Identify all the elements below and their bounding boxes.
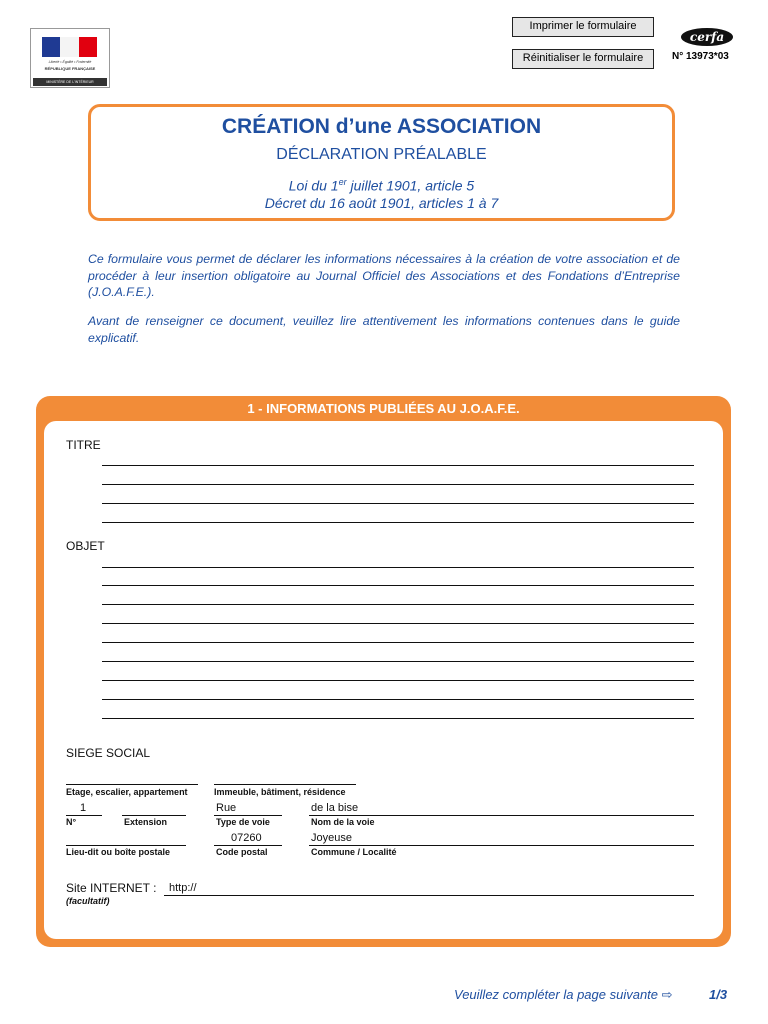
facultatif-note: (facultatif) xyxy=(66,896,110,906)
objet-field-line-5[interactable] xyxy=(102,642,694,643)
immeuble-label: Immeuble, bâtiment, résidence xyxy=(214,787,346,797)
titre-label: TITRE xyxy=(66,438,101,452)
logo-country: RÉPUBLIQUE FRANÇAISE xyxy=(44,66,96,71)
lieu-dit-field[interactable] xyxy=(66,845,186,846)
site-internet-field[interactable] xyxy=(164,895,694,896)
titre-field-line-2[interactable] xyxy=(102,484,694,485)
page-title: CRÉATION d’une ASSOCIATION xyxy=(221,115,542,138)
nom-voie-label: Nom de la voie xyxy=(311,817,375,827)
siege-social-label: SIEGE SOCIAL xyxy=(66,746,151,760)
type-voie-label: Type de voie xyxy=(216,817,270,827)
objet-field-line-8[interactable] xyxy=(102,699,694,700)
type-voie-field[interactable] xyxy=(214,815,282,816)
objet-field-line-1[interactable] xyxy=(102,567,694,568)
code-postal-label: Code postal xyxy=(216,847,268,857)
code-postal-field[interactable] xyxy=(214,845,282,846)
objet-field-line-2[interactable] xyxy=(102,585,694,586)
objet-field-line-3[interactable] xyxy=(102,604,694,605)
objet-field-line-9[interactable] xyxy=(102,718,694,719)
site-internet-label: Site INTERNET : xyxy=(66,881,157,895)
logo-motto: Liberté • Égalité • Fraternité xyxy=(48,60,92,64)
french-flag-icon xyxy=(42,37,97,57)
site-internet-value: http:// xyxy=(169,882,197,894)
page-number: 1/3 xyxy=(709,987,728,1002)
reset-form-button[interactable]: Réinitialiser le formulaire xyxy=(512,49,654,69)
page-subtitle: DÉCLARATION PRÉALABLE xyxy=(276,146,487,163)
commune-label: Commune / Localité xyxy=(311,847,397,857)
extension-field[interactable] xyxy=(122,815,186,816)
commune-field[interactable] xyxy=(309,845,694,846)
decret-reference: Décret du 16 août 1901, articles 1 à 7 xyxy=(264,195,499,211)
numero-field[interactable] xyxy=(66,815,102,816)
etage-label: Etage, escalier, appartement xyxy=(66,787,188,797)
logo-ministry: MINISTÈRE DE L'INTÉRIEUR xyxy=(33,78,107,86)
titre-field-line-4[interactable] xyxy=(102,522,694,523)
nom-voie-field[interactable] xyxy=(309,815,694,816)
type-voie-value: Rue xyxy=(216,802,237,814)
objet-label: OBJET xyxy=(66,539,105,553)
commune-value: Joyeuse xyxy=(311,832,352,844)
etage-field[interactable] xyxy=(66,784,198,785)
objet-field-line-7[interactable] xyxy=(102,680,694,681)
numero-value: 1 xyxy=(80,802,87,814)
guide-notice: Avant de renseigner ce document, veuillez lire attentivement les informations contenues dans le guide explicatif. xyxy=(88,314,680,345)
intro-paragraph: Ce formulaire vous permet de déclarer les informations nécessaires à la création de votre association et de procéder à leur insertion obligatoire au Journal Officiel des Associations et des Fondations d’Entreprise (J.O.A.F.E.). xyxy=(88,252,680,299)
cerfa-number: N° 13973*03 xyxy=(672,51,729,62)
nom-voie-value: de la bise xyxy=(311,802,359,814)
loi-reference: Loi du 1er juillet 1901, article 5 xyxy=(288,177,475,194)
print-form-button[interactable]: Imprimer le formulaire xyxy=(512,17,654,37)
section-title: 1 - INFORMATIONS PUBLIÉES AU J.O.A.F.E. xyxy=(247,401,520,416)
objet-field-line-6[interactable] xyxy=(102,661,694,662)
republique-francaise-logo xyxy=(30,28,110,88)
arrow-right-icon: ⇨ xyxy=(661,987,673,1002)
numero-label: N° xyxy=(66,817,77,827)
lieu-dit-label: Lieu-dit ou boîte postale xyxy=(66,847,170,857)
immeuble-field[interactable] xyxy=(214,784,356,785)
titre-field-line-1[interactable] xyxy=(102,465,694,466)
objet-field-line-4[interactable] xyxy=(102,623,694,624)
code-postal-value: 07260 xyxy=(231,832,262,844)
next-page-text: Veuillez compléter la page suivante ⇨ xyxy=(454,987,673,1002)
extension-label: Extension xyxy=(124,817,168,827)
titre-field-line-3[interactable] xyxy=(102,503,694,504)
cerfa-logo: cerfa xyxy=(681,28,733,46)
